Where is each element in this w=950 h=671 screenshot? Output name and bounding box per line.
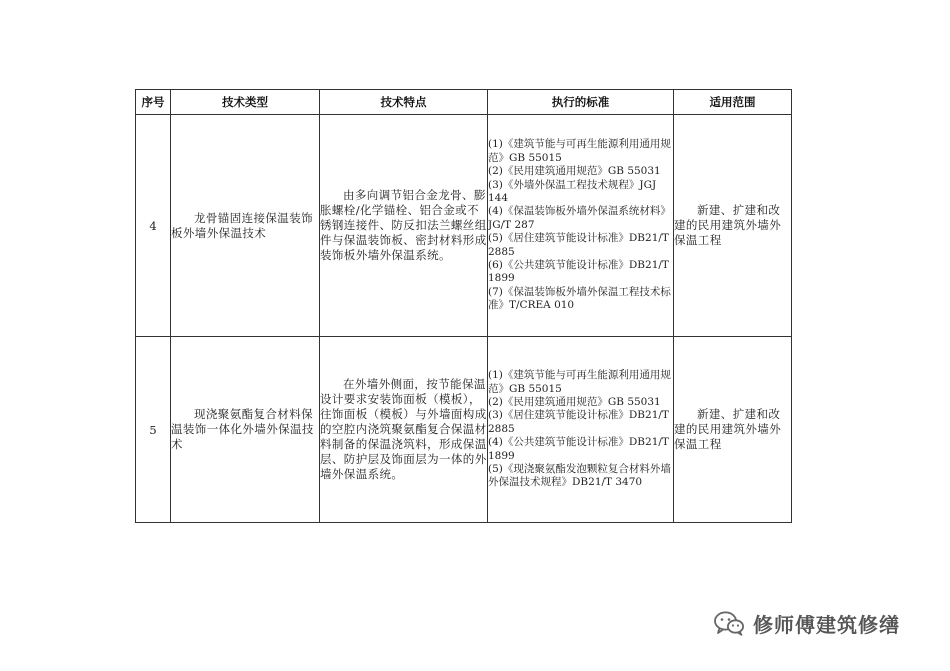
- row-features-text: 由多向调节铝合金龙骨、膨胀螺栓/化学锚栓、铝合金或不锈钢连接件、防反扣法兰螺丝组件与保温装饰板、密封材料形成装饰板外墙外保温系统。: [320, 188, 487, 262]
- standard-item: (4)《公共建筑节能设计标准》DB21/T 1899: [488, 436, 669, 462]
- row-features: [320, 115, 488, 337]
- standard-item: (1)《建筑节能与可再生能源利用通用规范》GB 55015: [488, 369, 671, 395]
- header-type: 技术类型: [171, 90, 320, 115]
- standard-item: (5)《居住建筑节能设计标准》DB21/T 2885: [488, 232, 669, 258]
- standard-item: (3)《居住建筑节能设计标准》DB21/T 2885: [488, 409, 669, 435]
- row-scope-text: 新建、扩建和改建的民用建筑外墙外保温工程: [674, 203, 782, 247]
- row-scope-text: 新建、扩建和改建的民用建筑外墙外保温工程: [674, 407, 782, 451]
- row-scope: [674, 115, 792, 337]
- row-index: 4: [136, 115, 171, 337]
- row-type: [171, 115, 320, 337]
- row-standards: [488, 115, 674, 337]
- row-type-text: 现浇聚氨酯复合材料保温装饰一体化外墙外保温技术: [171, 407, 314, 451]
- standard-item: (7)《保温装饰板外墙外保温工程技术标准》T/CREA 010: [488, 285, 671, 312]
- row-index: 5: [136, 337, 171, 523]
- standard-item: (2)《民用建筑通用规范》GB 55031: [488, 395, 661, 408]
- row-standards: [488, 337, 674, 523]
- standard-item: (6)《公共建筑节能设计标准》DB21/T 1899: [488, 259, 669, 285]
- technology-table: [135, 89, 792, 523]
- row-type: [171, 337, 320, 523]
- row-features-text: 在外墙外侧面，按节能保温设计要求安装饰面板（模板），往饰面板（模板）与外墙面构成的空腔内浇筑聚氨酯复合保温材料制备的保温浇筑料，形成保温层、防护层及饰面层为一体的外墙外保温系统。: [320, 377, 487, 481]
- row-type-text: 龙骨锚固连接保温装饰板外墙外保温技术: [171, 210, 313, 240]
- row-scope: [674, 337, 792, 523]
- standard-item: (2)《民用建筑通用规范》GB 55031: [488, 165, 661, 178]
- watermark-text: 修师傅建筑修缮: [753, 612, 900, 637]
- standard-item: (5)《现浇聚氨酯发泡颗粒复合材料外墙外保温技术规程》DB21/T 3470: [488, 463, 671, 489]
- table-header: [136, 90, 792, 115]
- header-index: 序号: [136, 90, 171, 115]
- wechat-icon: [713, 610, 745, 636]
- header-standards: 执行的标准: [488, 90, 674, 115]
- standard-item: (3)《外墙外保温工程技术规程》JGJ 144: [488, 178, 657, 204]
- row-features: [320, 337, 488, 523]
- standard-item: (4)《保温装饰板外墙外保温系统材料》JG/T 287: [488, 205, 671, 231]
- standard-item: (1)《建筑节能与可再生能源利用通用规范》GB 55015: [488, 138, 671, 164]
- header-row: [136, 90, 792, 115]
- table-row: [136, 337, 792, 523]
- table-row: [136, 115, 792, 337]
- header-scope: 适用范围: [674, 90, 792, 115]
- header-features: 技术特点: [320, 90, 488, 115]
- watermark: [713, 610, 900, 636]
